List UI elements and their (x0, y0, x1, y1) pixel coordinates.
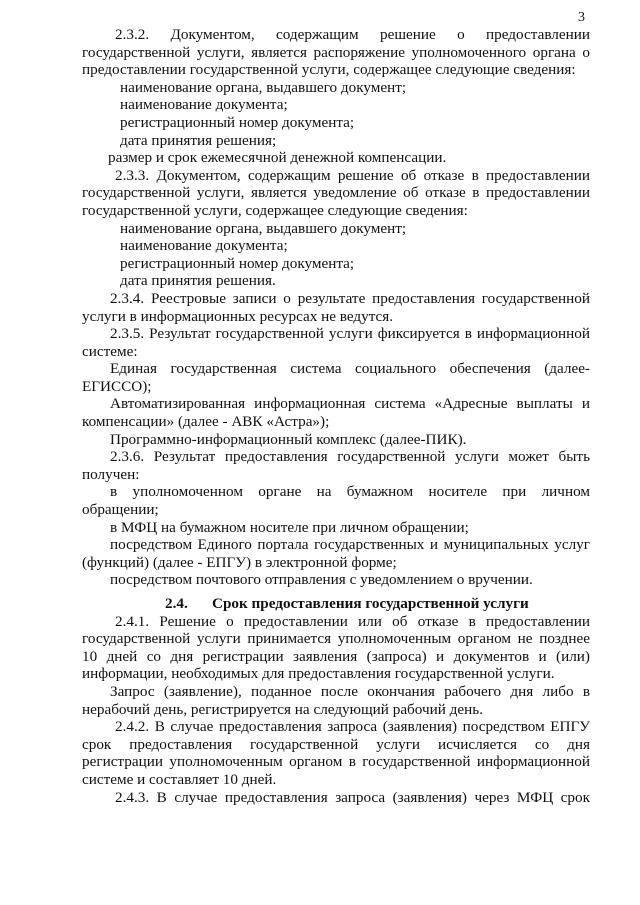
list-item: в уполномоченном органе на бумажном носителе при личном (110, 483, 590, 501)
text-line: государственной услуги принимается уполномоченным органом не позднее (82, 630, 590, 648)
list-item: наименование органа, выдавшего документ; (120, 219, 407, 237)
list-item: в МФЦ на бумажном носителе при личном обращении; (110, 518, 469, 536)
text-line: предоставлении государственной услуги, содержащее следующие сведения: (82, 61, 576, 79)
text-line: информации, необходимых для предоставления государственной услуги. (82, 665, 555, 683)
list-item: наименование документа; (120, 96, 288, 114)
section-2-3-6 (82, 448, 590, 589)
list-item-continuation: обращении; (82, 501, 159, 519)
list-item: Единая государственная система социального обеспечения (далее- (110, 360, 590, 378)
text-line: получен: (82, 465, 140, 483)
page-number: 3 (578, 10, 585, 25)
list-item-continuation: компенсации» (далее - АВК «Астра»); (82, 413, 330, 431)
heading-number: 2.4. (165, 595, 188, 612)
text-line: регистрации уполномоченным органом в государственной информационной (82, 753, 590, 771)
section-2-3-2 (82, 26, 590, 167)
list-item: посредством почтового отправления с уведомлением о вручении. (110, 571, 533, 589)
document-body (82, 26, 590, 806)
text-line: 10 дней со дня регистрации заявления (запроса) и документов и (или) (82, 647, 590, 665)
text-line: 2.4.2. В случае предоставления запроса (заявления) посредством ЕПГУ (115, 718, 590, 736)
text-line: государственной услуги, является уведомление об отказе в предоставлении (82, 184, 590, 202)
text-line: государственной услуги, содержащее следующие сведения: (82, 201, 468, 219)
text-line: 2.3.4. Реестровые записи о результате предоставления государственной (110, 289, 590, 307)
list-item-continuation: (функций) (далее - ЕПГУ) в электронной форме; (82, 553, 397, 571)
list-item: наименование органа, выдавшего документ; (120, 78, 407, 96)
text-line: услуги в информационных ресурсах не ведутся. (82, 307, 394, 325)
list-item: дата принятия решения; (120, 131, 277, 149)
section-2-3-4 (82, 290, 590, 325)
section-2-4-2 (82, 718, 590, 788)
text-line: системе: (82, 342, 138, 360)
text-line: 2.3.6. Результат предоставления государственной услуги может быть (110, 448, 590, 466)
list-item: регистрационный номер документа; (120, 113, 355, 131)
text-line: 2.3.2. Документом, содержащим решение о предоставлении (115, 26, 590, 43)
text-line: системе и составляет 10 дней. (82, 770, 277, 788)
section-heading (82, 595, 590, 613)
text-line: 2.4.1. Решение о предоставлении или об отказе в предоставлении (115, 612, 590, 630)
text-line: Запрос (заявление), поданное после окончания рабочего дня либо в (110, 682, 590, 700)
list-item: наименование документа; (120, 237, 288, 255)
list-item-continuation: ЕГИССО); (82, 377, 152, 395)
text-line: 2.4.3. В случае предоставления запроса (заявления) через МФЦ срок (115, 788, 590, 806)
list-item: Автоматизированная информационная система «Адресные выплаты и (110, 395, 590, 413)
list-item: Программно-информационный комплекс (далее-ПИК). (110, 430, 467, 448)
list-item: посредством Единого портала государственных и муниципальных услуг (110, 536, 590, 554)
list-item: размер и срок ежемесячной денежной компенсации. (108, 149, 447, 167)
section-2-3-3 (82, 167, 590, 290)
text-line: нерабочий день, регистрируется на следующий рабочий день. (82, 700, 483, 718)
text-line: государственной услуги, является распоряжение уполномоченного органа о (82, 43, 590, 61)
section-2-4-3 (82, 789, 590, 807)
text-line: 2.3.3. Документом, содержащим решение об отказе в предоставлении (115, 166, 590, 184)
section-2-3-5 (82, 325, 590, 448)
text-line: срок предоставления государственной услуги исчисляется со дня (82, 735, 590, 753)
text-line: 2.3.5. Результат государственной услуги фиксируется в информационной (110, 325, 590, 343)
list-item: дата принятия решения. (120, 272, 276, 290)
heading-title: Срок предоставления государственной услуги (212, 595, 529, 612)
section-2-4-1 (82, 613, 590, 719)
list-item: регистрационный номер документа; (120, 254, 355, 272)
